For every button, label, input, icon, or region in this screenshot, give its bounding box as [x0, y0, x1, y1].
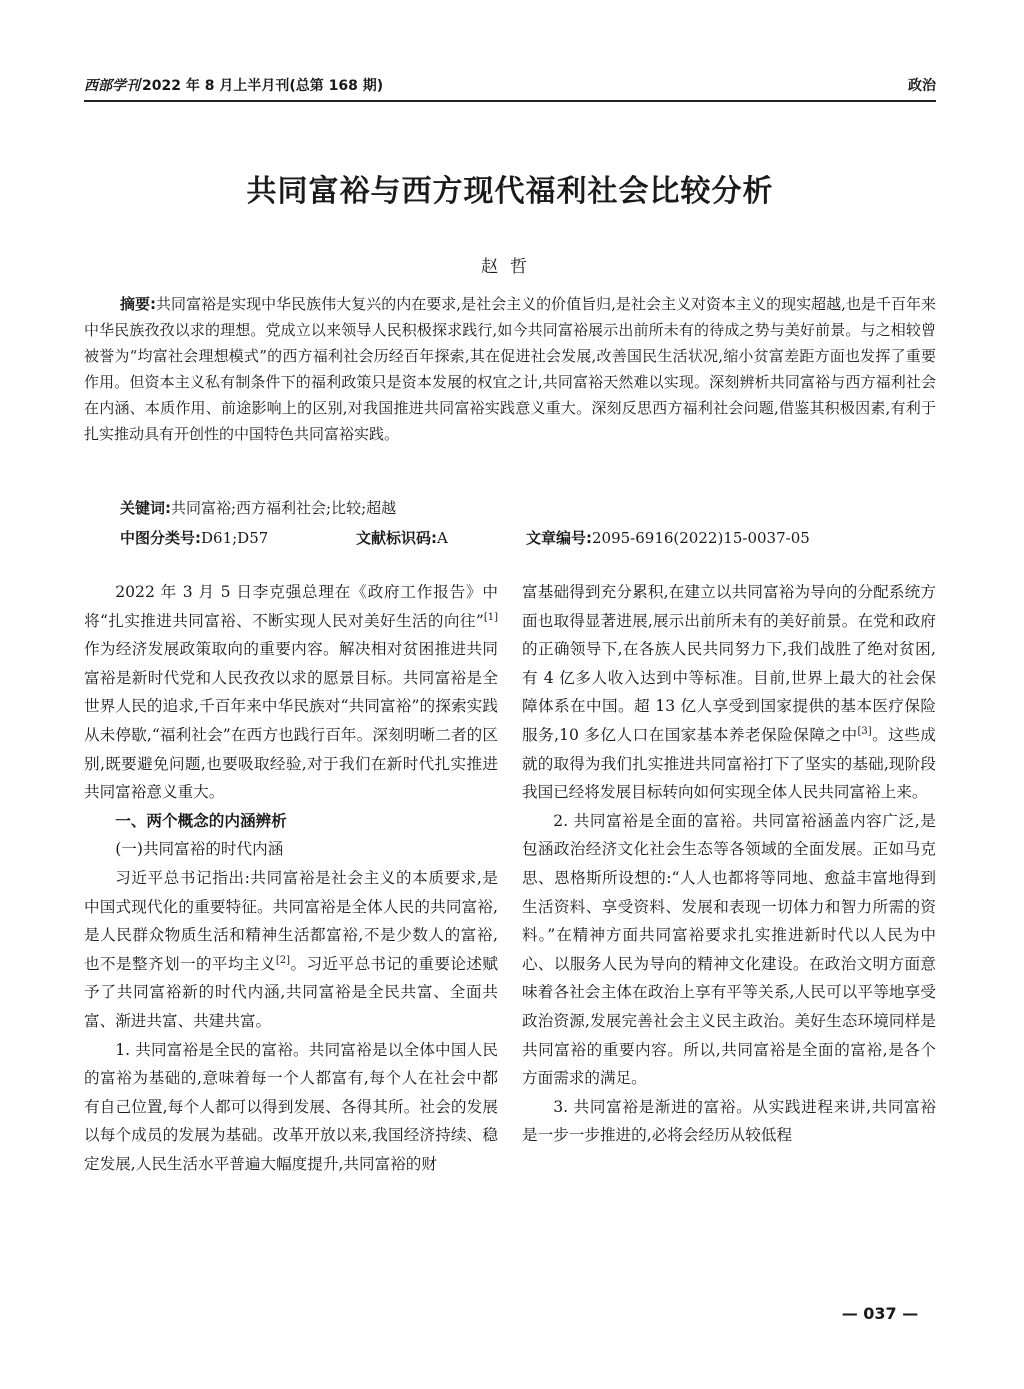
abstract [84, 291, 936, 447]
body-paragraph [522, 578, 936, 807]
running-header [84, 72, 936, 98]
abstract-text: 共同富裕是实现中华民族伟大复兴的内在要求,是社会主义的价值旨归,是社会主义对资本主义的现实超越,也是千百年来中华民族孜孜以求的理想。党成立以来领导人民积极探求践行,如今共同富裕展示出前所未有的待成之势与美好前景。与之相较曾被誉为“均富社会理想模式”的西方福利社会历经百年探索,其在促进社会发展,改善国民生活状况,缩小贫富差距方面也发挥了重要作用。但资本主义私有制条件下的福利政策只是资本发展的权宜之计,共同富裕天然难以实现。深刻辨析共同富裕与西方福利社会在内涵、本质作用、前途影响上的区别,对我国推进共同富裕实践意义重大。深刻反思西方福利社会问题,借鉴其积极因素,有利于扎实推动具有开创性的中国特色共同富裕实践。 [84, 295, 937, 443]
article-title: 共同富裕与西方现代福利社会比较分析 [246, 174, 774, 209]
body-paragraph: 3. 共同富裕是渐进的富裕。从实践进程来讲,共同富裕是一步一步推进的,必将会经历从较低程 [522, 1097, 936, 1145]
body-paragraph: 2. 共同富裕是全面的富裕。共同富裕涵盖内容广泛,是包涵政治经济文化社会生态等各领域的全面发展。正如马克思、恩格斯所设想的:“人人也都将等同地、愈益丰富地得到生活资料、享受资料、发展和表现一切体力和智力所需的资料。”在精神方面共同富裕要求扎实推进新时代以人民为中心、以服务人民为导向的精神文化建设。在政治文明方面意味着各社会主体在政治上享有平等关系,人民可以平等地享受政治资源,发展完善社会主义民主政治。美好生态环境同样是共同富裕的重要内容。所以,共同富裕是全面的富裕,是各个方面需求的满足。 [522, 811, 936, 1088]
body-paragraph [84, 578, 498, 807]
article-meta [120, 525, 936, 551]
clc-field [120, 525, 268, 551]
subsection-heading: (一)共同富裕的时代内涵 [115, 840, 284, 859]
citation-ref: [2] [275, 954, 291, 966]
paragraph-text: 作为经济发展政策取向的重要内容。解决相对贫困推进共同富裕是新时代党和人民孜孜以求的愿景目标。共同富裕是全世界人民的追求,千百年来中华民族对“共同富裕”的探索实践从未停歇,“福利社会”在西方也践行百年。深刻明晰二者的区别,既要避免问题,也要吸取经验,对于我们在新时代扎实推进共同富裕意义重大。 [84, 640, 498, 802]
section-label: 政治 [908, 78, 936, 94]
right-column [522, 578, 936, 1150]
issue-info: 2022 年 8 月上半月刊(总第 168 期) [142, 78, 384, 94]
article-no-label: 文章编号: [526, 529, 592, 547]
journal-logo: 西部学刊 [84, 78, 140, 94]
body-paragraph [84, 864, 498, 1036]
section-heading: 一、两个概念的内涵辨析 [115, 811, 287, 830]
citation-ref: [1] [483, 611, 498, 623]
citation-ref: [3] [857, 725, 872, 737]
doc-code-value: A [437, 529, 448, 547]
paragraph-text: 富基础得到充分累积,在建立以共同富裕为导向的分配系统方面也取得显著进展,展示出前所未有的美好前景。在党和政府的正确领导下,在各族人民共同努力下,我们战胜了绝对贫困,有 4 亿多人收入达到中等标准。目前,世界上最大的社会保障体系在中国。超 13 亿人享受到国家提供的基本医疗保险服务,10 多亿人口在国家基本养老保险保障之中 [522, 583, 936, 744]
keywords-label: 关键词: [120, 499, 171, 517]
header-rule [84, 100, 936, 102]
keywords [120, 495, 936, 521]
clc-label: 中图分类号: [120, 529, 201, 547]
doc-code-field [356, 525, 448, 551]
doc-code-label: 文献标识码: [356, 529, 437, 547]
author-name: 赵哲 [481, 257, 539, 277]
keywords-text: 共同富裕;西方福利社会;比较;超越 [171, 499, 397, 517]
paragraph-text: 习近平总书记指出:共同富裕是社会主义的本质要求,是中国式现代化的重要特征。共同富裕是全体人民的共同富裕,是人民群众物质生活和精神生活都富裕,不是少数人的富裕,也不是整齐划一的平均主义 [84, 868, 498, 973]
page-number: — 037 — [841, 1304, 919, 1323]
article-no-field [526, 525, 810, 551]
journal-info [84, 75, 383, 95]
paragraph-text: 。习近平总书记的重要论述赋予了共同富裕新的时代内涵,共同富裕是全民共富、全面共富、渐进共富、共建共富。 [84, 954, 498, 1030]
paragraph-text: 2022 年 3 月 5 日李克强总理在《政府工作报告》中将“扎实推进共同富裕、不断实现人民对美好生活的向往” [84, 583, 498, 630]
article-no-value: 2095-6916(2022)15-0037-05 [592, 529, 810, 547]
body-paragraph: 1. 共同富裕是全民的富裕。共同富裕是以全体中国人民的富裕为基础的,意味着每一个人都富有,每个人在社会中都有自己位置,每个人都可以得到发展、各得其所。社会的发展以每个成员的发展为基础。改革开放以来,我国经济持续、稳定发展,人民生活水平普遍大幅度提升,共同富裕的财 [84, 1040, 498, 1173]
abstract-label: 摘要: [120, 295, 157, 313]
left-column [84, 578, 498, 1178]
paragraph-text: 。这些成就的取得为我们扎实推进共同富裕打下了坚实的基础,现阶段我国已经将发展目标转向如何实现全体人民共同富裕上来。 [522, 725, 936, 802]
clc-value: D61;D57 [201, 529, 269, 547]
